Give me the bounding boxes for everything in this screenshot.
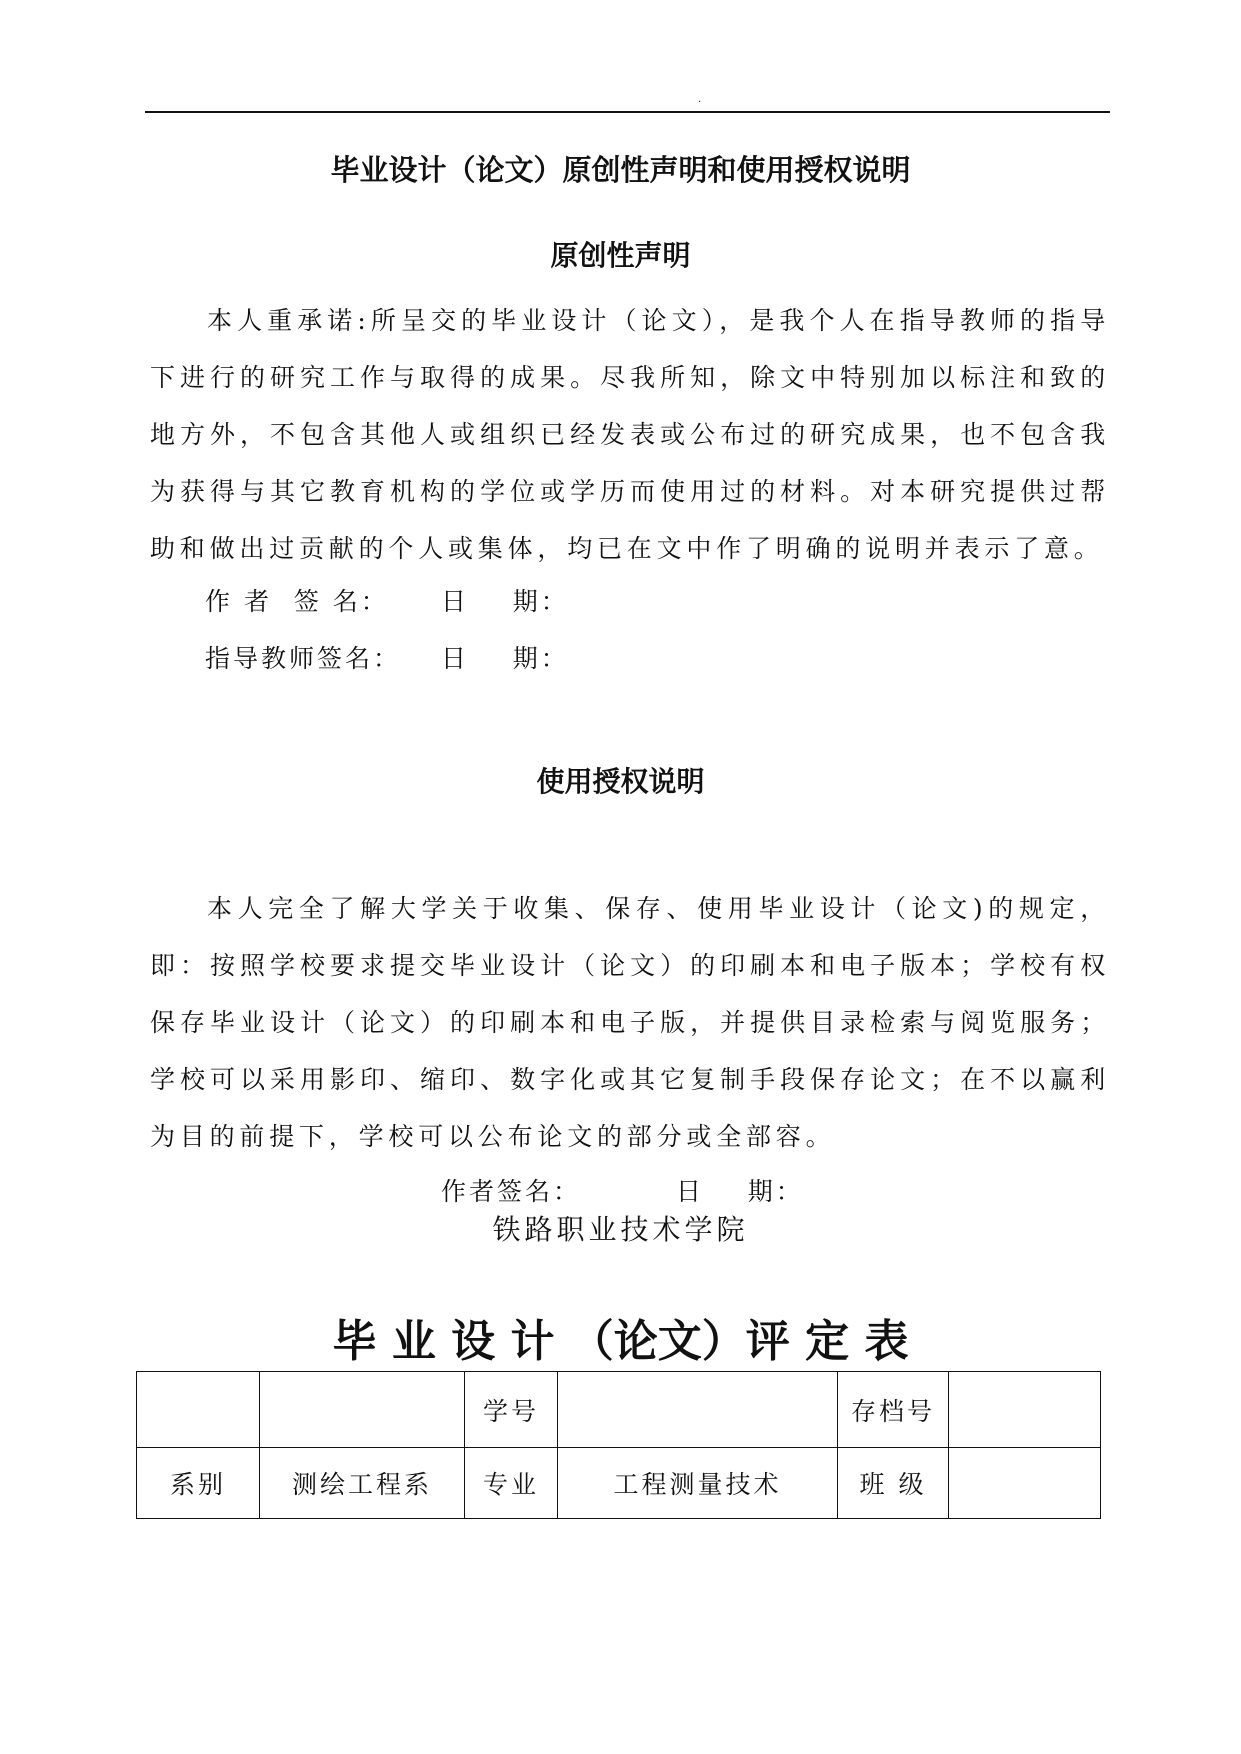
class-label: 班 级 <box>838 1448 949 1519</box>
table-row <box>137 1448 1101 1519</box>
header-dot: . <box>698 94 702 105</box>
table-cell <box>260 1372 465 1448</box>
table-cell <box>558 1372 838 1448</box>
table-row <box>137 1372 1101 1448</box>
major-label: 专业 <box>465 1448 558 1519</box>
major-value: 工程测量技术 <box>558 1448 838 1519</box>
header-rule <box>145 111 1110 113</box>
table-cell <box>949 1448 1101 1519</box>
author-sign-label: 作 者 签 名： <box>205 587 389 616</box>
authorization-paragraph: 本人完全了解大学关于收集、保存、使用毕业设计（论文)的规定，即：按照学校要求提交毕业设计（论文）的印刷本和电子版本；学校有权保存毕业设计（论文）的印刷本和电子版，并提供目录检索与阅览服务；学校可以采用影印、缩印、数字化或其它复制手段保存论文；在不以赢利为目的前提下，学校可以公布论文的部分或全部容。 <box>150 894 1110 1151</box>
department-value: 测绘工程系 <box>260 1448 465 1519</box>
evaluation-title: 毕 业 设 计 （论文）评 定 表 <box>332 1316 909 1367</box>
authorization-date-label: 日 期： <box>676 1177 804 1206</box>
advisor-sign-label: 指导教师签名： <box>205 644 402 673</box>
evaluation-table <box>136 1371 1101 1519</box>
advisor-date-label: 日 期： <box>441 644 569 673</box>
author-date-label: 日 期： <box>441 587 569 616</box>
originality-paragraph: 本人重承诺:所呈交的毕业设计（论文），是我个人在指导教师的指导下进行的研究工作与取得的成果。尽我所知，除文中特别加以标注和致的地方外，不包含其他人或组织已经发表或公布过的研究成果，也不包含我为获得与其它教育机构的学位或学历而使用过的材料。对本研究提供过帮助和做出过贡献的个人或集体，均已在文中作了明确的说明并表示了意。 <box>150 306 1110 563</box>
authorization-author-sign-label: 作者签名： <box>441 1177 582 1206</box>
document-title: 毕业设计（论文）原创性声明和使用授权说明 <box>330 153 911 187</box>
department-label: 系别 <box>137 1448 260 1519</box>
table-cell <box>949 1372 1101 1448</box>
school-name: 铁路职业技术学院 <box>492 1213 749 1246</box>
originality-heading: 原创性声明 <box>550 239 691 272</box>
authorization-heading: 使用授权说明 <box>536 765 705 798</box>
table-cell <box>137 1372 260 1448</box>
student-id-label: 学号 <box>465 1372 558 1448</box>
archive-number-label: 存档号 <box>838 1372 949 1448</box>
